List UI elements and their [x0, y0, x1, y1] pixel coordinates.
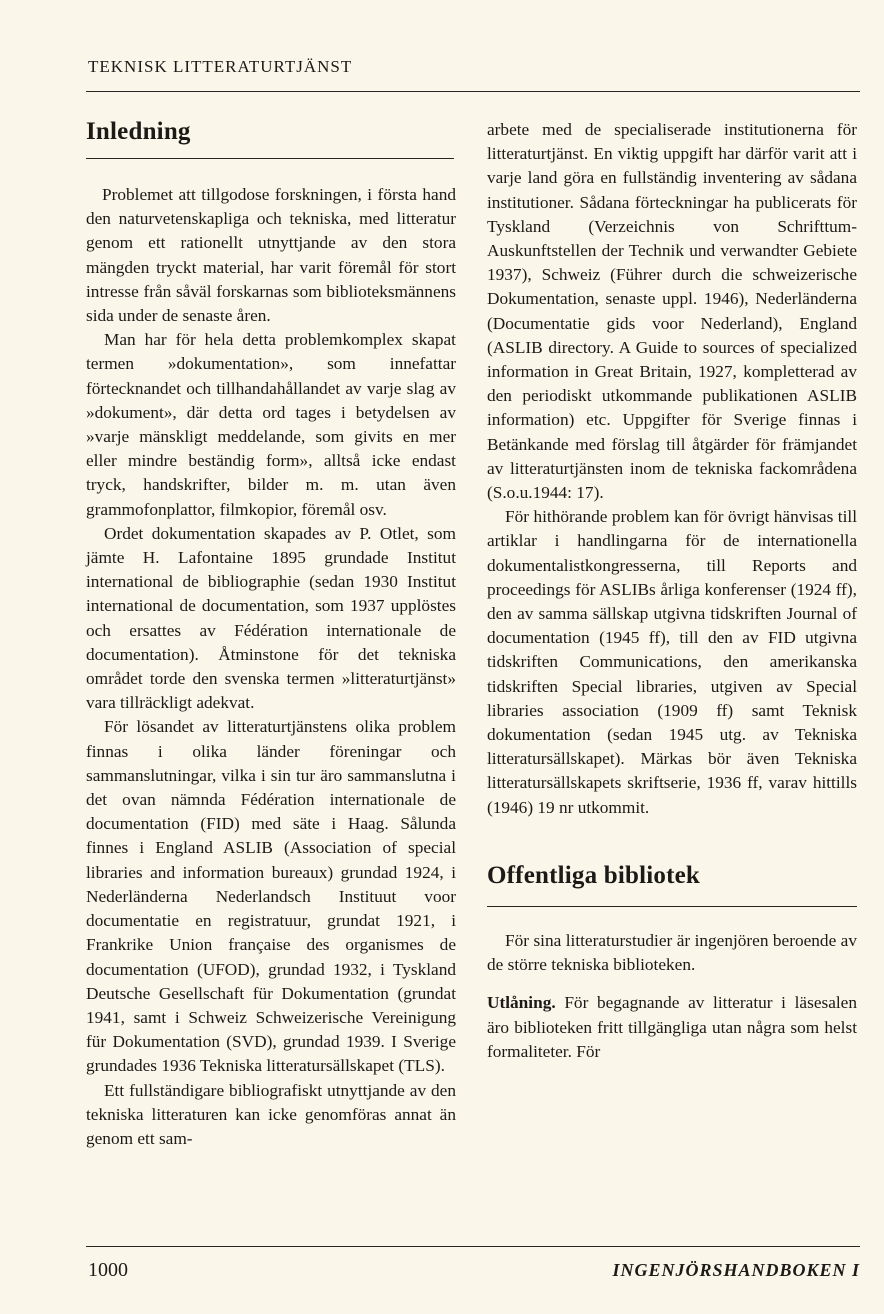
section-heading-inledning: Inledning	[86, 118, 191, 145]
runin-text: För begagnande av litteratur i läsesalen äro biblioteken fritt tillgängliga utan några som helst formaliteter. För	[487, 993, 857, 1061]
footer-rule	[86, 1246, 860, 1247]
header-rule	[86, 91, 860, 92]
paragraph: Ett fullständigare bibliografiskt utnyttjande av den tekniska litteraturen kan icke genomföras annat än genom ett sam-	[86, 1080, 456, 1148]
runin-label: Utlåning.	[487, 993, 556, 1013]
paragraph: arbete med de specialiserade institutionerna för litteraturtjänst. En viktig uppgift har därför varit att i varje land göra en fullständig inventering av sådana institutioner. Sådana förteckningar ha publicerats för Tyskland (Verzeichnis von Schrifttum-Auskunftstellen der Technik und verwandter Gebiete 1937), Schweiz (Führer durch die schweizerische Dokumentation, senaste uppl. 1946), Nederländerna (Documentatie gids voor Nederland), England (ASLIB directory. A Guide to sources of specialized information in Great Britain, 1927, kompletterad av den periodiskt utkommande publikationen ASLIB information) etc. Uppgifter för Sverige finnas i Betänkande med förslag till åtgärder för främjandet av litteraturtjänsten inom de tekniska fackområdena (S.o.u.1944: 17).	[487, 120, 857, 503]
paragraph: För sina litteraturstudier är ingenjören beroende av de större tekniska biblioteken.	[487, 930, 857, 975]
heading-rule	[487, 906, 857, 907]
paragraph: Problemet att tillgodose forskningen, i första hand den naturvetenskapliga och tekniska, med litteratur genom ett rationellt utnyttjande av den stora mängden tryckt material, har varit föremål för stort intresse från såväl forskarnas som biblioteksmännens sida under de senaste åren.	[86, 185, 456, 326]
page-number: 1000	[88, 1259, 128, 1281]
heading-rule	[86, 158, 454, 159]
right-column	[487, 118, 857, 1064]
running-head: TEKNISK LITTERATURTJÄNST	[88, 57, 353, 76]
left-column	[86, 118, 456, 1151]
paragraph: För lösandet av litteraturtjänstens olika problem finnas i olika länder föreningar och sammanslutningar, vilka i sin tur äro sammanslutna i det ovan nämnda Fédération internationale de documentation (FID) med säte i Haag. Sålunda finnes i England ASLIB (Association of special libraries and information bureaux) grundad 1924, i Nederländerna Nederlandsch Instituut voor documentatie en registratuur, grundat 1921, i Frankrike Union française des organismes de documentation (UFOD), grundad 1932, i Tyskland Deutsche Gesellschaft für Dokumentation (grundat 1941, samt i Schweiz Schweizerische Vereinigung für Dokumentation (SVD), grundad 1939. I Sverige grundades 1936 Tekniska litteratursällskapet (TLS).	[86, 717, 456, 1076]
paragraph	[487, 991, 857, 1064]
paragraph: Ordet dokumentation skapades av P. Otlet, som jämte H. Lafontaine 1895 grundade Institut international de bibliographie (sedan 1930 Institut international de documentation, som 1937 upplöstes och ersattes av Fédération internationale de documentation). Åtminstone för det tekniska området torde den svenska termen »litteraturtjänst» vara tillräckligt adekvat.	[86, 523, 456, 713]
paragraph: För hithörande problem kan för övrigt hänvisas till artiklar i handlingarna för de internationella dokumentalistkongresserna, till Reports and proceedings för ASLIBs årliga konferenser (1924 ff), den av samma sällskap utgivna tidskriften Journal of documentation (1945 ff), till den av FID utgivna tidskriften Communications, den amerikanska tidskriften Special libraries, utgiven av Special libraries association (1909 ff) samt Teknisk dokumentation (sedan 1945 utg. av Tekniska litteratursällskapet). Märkas bör även Tekniska litteratursällskapets skriftserie, 1936 ff, varav hittills (1946) 19 nr utkommit.	[487, 507, 857, 817]
book-title: INGENJÖRSHANDBOKEN I	[612, 1260, 860, 1280]
paragraph: Man har för hela detta problemkomplex skapat termen »dokumentation», som innefattar förtecknandet och tillhandahållandet av varje slag av »dokument», där detta ord tages i betydelsen av »varje mänskligt meddelande, som givits en mer eller mindre beständig form», alltså icke endast tryck, handskrifter, bilder m. m. utan även grammofonplattor, filmkopior, föremål osv.	[86, 330, 456, 519]
section-heading-offentliga-bibliotek: Offentliga bibliotek	[487, 861, 701, 889]
